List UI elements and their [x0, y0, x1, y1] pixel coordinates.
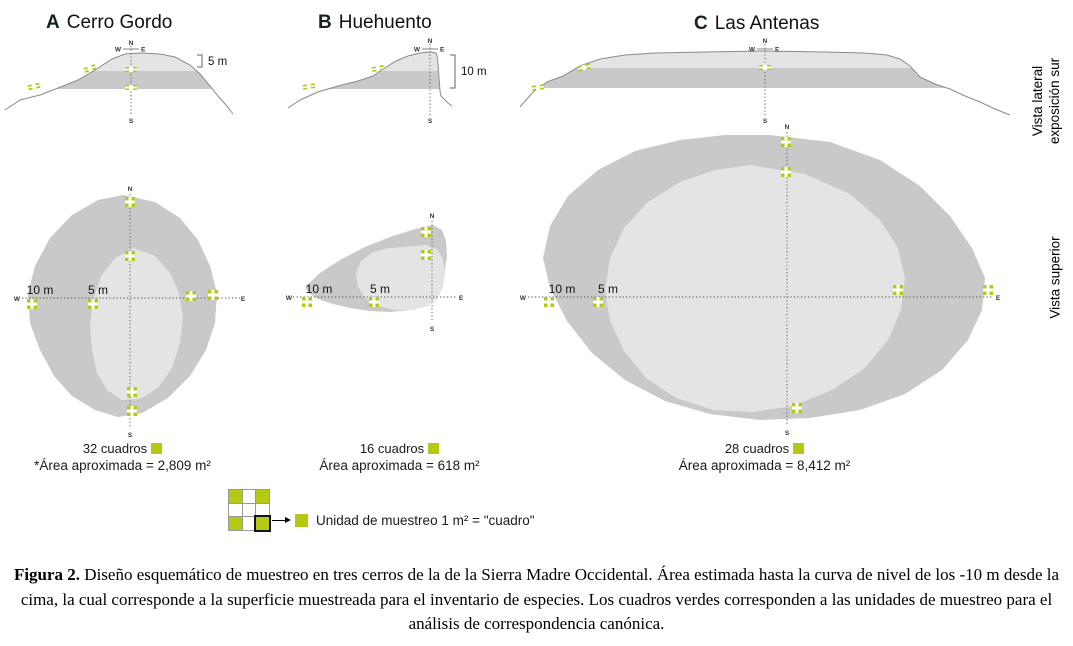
grid-cell-green [229, 490, 242, 503]
sampling-marker [593, 297, 603, 307]
compass-s-label: S [427, 118, 433, 125]
figure-caption-label: Figura 2. [13, 565, 81, 584]
compass-n-label: N [128, 40, 134, 47]
sampling-marker [369, 297, 379, 307]
contour-band-10m [539, 68, 947, 88]
compass-s-label: S [127, 432, 133, 439]
panel-a-stats [10, 441, 235, 474]
lateral-view-b [278, 36, 503, 126]
grid-cell-white [243, 504, 256, 517]
compass-s-label: S [762, 118, 768, 125]
panel-b-area: Área aproximada = 618 m² [319, 458, 480, 473]
grid-cell-white [243, 517, 256, 530]
panel-c-title [694, 13, 819, 35]
grid-cell-white [243, 490, 256, 503]
sampling-marker [421, 227, 431, 237]
lateral-view-a [0, 36, 250, 126]
lateral-view-label [1029, 39, 1063, 163]
arrow-line [272, 520, 286, 521]
sampling-marker [127, 387, 137, 397]
green-square-icon [428, 443, 439, 454]
panel-c-name: Las Antenas [714, 13, 820, 34]
sampling-marker [544, 297, 554, 307]
sampling-marker [27, 299, 37, 309]
sampling-marker [781, 167, 791, 177]
arrow-head-icon [285, 517, 291, 523]
top-view-c [510, 118, 1010, 438]
top-view-b [285, 205, 475, 340]
panel-b-stats [292, 441, 507, 474]
green-square-icon [151, 443, 162, 454]
sampling-marker [792, 403, 802, 413]
compass-n-label: N [762, 38, 768, 45]
compass-e-label: E [440, 46, 445, 54]
grid-cell-white [229, 504, 242, 517]
panel-b-title [318, 12, 432, 34]
compass-w-label: W [748, 46, 755, 54]
panel-c-area: Área aproximada = 8,412 m² [678, 458, 851, 473]
sampling-marker [125, 251, 135, 261]
superior-view-label: Vista superior [1047, 236, 1063, 319]
sampling-marker [186, 291, 196, 301]
compass-n-label: N [127, 186, 133, 193]
scale-label: 5 m [208, 56, 228, 68]
sampling-marker [302, 297, 312, 307]
distance-10m-label: 10 m [548, 282, 576, 296]
panel-a-cuadros [10, 441, 235, 457]
compass-w-label: W [285, 295, 293, 302]
lateral-view-label-line1: Vista lateral [1030, 65, 1045, 137]
panel-a-title [46, 12, 172, 34]
panel-b-letter: B [318, 12, 332, 33]
sampling-grid-icon [228, 489, 270, 531]
grid-cell-white [256, 504, 269, 517]
grid-cell-green [256, 490, 269, 503]
figure-caption-text: Diseño esquemático de muestreo en tres cerros de la de la Sierra Madre Occidental. Área estimada hasta la curva de nivel de los -10 m desde la cima, la cual corresponde a la superficie muestreada para el inventario de especies. Los cuadros verdes corresponden a las unidades de muestreo para el análisis de correspondencia canónica. [20, 565, 1060, 633]
sampling-marker [983, 285, 993, 295]
compass-s-label: S [429, 326, 435, 333]
sampling-marker [208, 290, 218, 300]
sampling-marker [127, 406, 137, 416]
contour-band-10m [328, 71, 440, 89]
scale-bracket [197, 55, 202, 67]
sampling-marker [421, 250, 431, 260]
compass-e-label: E [995, 295, 1001, 302]
sampling-marker [88, 299, 98, 309]
compass-w-label: W [114, 46, 121, 54]
panel-a-name: Cerro Gordo [66, 12, 173, 33]
panel-a-area: *Área aproximada = 2,809 m² [34, 458, 211, 473]
compass-w-label: W [519, 295, 527, 302]
compass-n-label: N [427, 38, 433, 45]
green-square-icon [295, 514, 308, 527]
grid-cell-highlighted [256, 517, 269, 530]
compass-e-label: E [240, 296, 246, 303]
panel-b-cuadros-text: 16 cuadros [359, 441, 425, 456]
sampling-marker [125, 67, 137, 72]
compass-w-label: W [13, 296, 21, 303]
figure-caption [8, 563, 1065, 637]
distance-5m-label: 5 m [597, 282, 619, 296]
panel-b-name: Huehuento [338, 12, 432, 33]
compass-e-label: E [141, 46, 146, 54]
legend-unit-label: Unidad de muestreo 1 m² = "cuadro" [316, 513, 535, 528]
sampling-marker [759, 65, 771, 70]
panel-c-stats [652, 441, 877, 474]
panel-a-cuadros-text: 32 cuadros [82, 441, 148, 456]
panel-a-letter: A [46, 12, 60, 33]
grid-cell-green [229, 517, 242, 530]
distance-5m-label: 5 m [369, 282, 391, 296]
sampling-marker [893, 285, 903, 295]
sampling-marker [781, 137, 791, 147]
contour-band-5m [577, 51, 912, 68]
compass-e-label: E [775, 46, 780, 54]
compass-e-label: E [458, 295, 464, 302]
contour-band-5m [93, 53, 196, 71]
compass-n-label: N [429, 213, 435, 220]
lateral-view-label-line2: exposición sur [1047, 57, 1062, 145]
lateral-view-c [505, 36, 1015, 126]
panel-c-cuadros [652, 441, 877, 457]
compass-s-label: S [784, 430, 790, 437]
panel-c-letter: C [694, 13, 708, 34]
compass-w-label: W [413, 46, 420, 54]
compass-s-label: S [128, 118, 134, 125]
sampling-marker [125, 85, 137, 90]
scale-label: 10 m [461, 66, 487, 78]
top-view-a [10, 178, 250, 443]
compass-n-label: N [784, 124, 790, 131]
green-square-icon [793, 443, 804, 454]
distance-10m-label: 10 m [305, 282, 333, 296]
scale-bracket [450, 55, 455, 88]
panel-b-cuadros [292, 441, 507, 457]
sampling-marker [125, 197, 135, 207]
distance-10m-label: 10 m [26, 283, 54, 297]
distance-5m-label: 5 m [87, 283, 109, 297]
panel-c-cuadros-text: 28 cuadros [724, 441, 790, 456]
